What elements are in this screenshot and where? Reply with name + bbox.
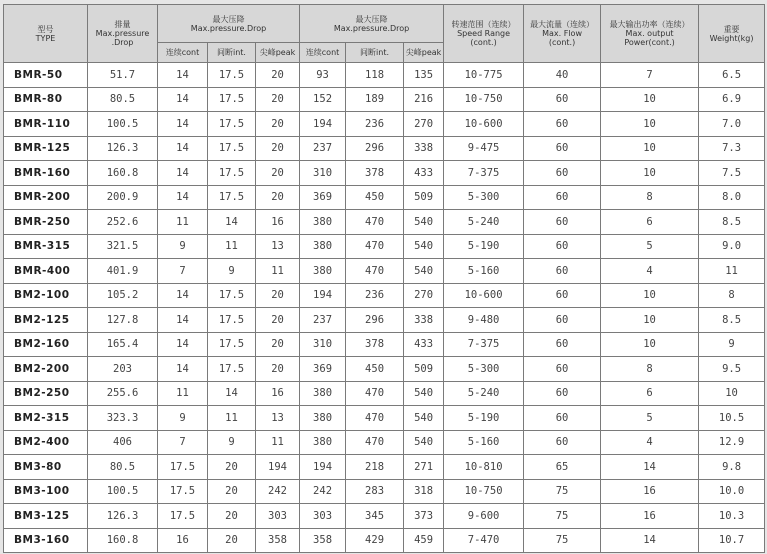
cell-pressure2-peak: 216 bbox=[404, 87, 444, 112]
cell-weight: 10 bbox=[699, 381, 765, 406]
cell-pressure2-peak: 509 bbox=[404, 185, 444, 210]
cell-max-power: 4 bbox=[601, 430, 699, 455]
cell-displacement: 126.3 bbox=[88, 504, 158, 529]
cell-weight: 8.5 bbox=[699, 210, 765, 235]
cell-speed-range: 5-300 bbox=[444, 357, 524, 382]
table-row bbox=[4, 63, 765, 88]
cell-pressure-cont: 9 bbox=[158, 234, 208, 259]
cell-weight: 10.5 bbox=[699, 406, 765, 431]
cell-pressure-peak: 303 bbox=[256, 504, 300, 529]
cell-max-power: 10 bbox=[601, 308, 699, 333]
cell-pressure2-peak: 433 bbox=[404, 161, 444, 186]
cell-max-power: 16 bbox=[601, 479, 699, 504]
cell-pressure2-cont: 242 bbox=[300, 479, 346, 504]
table-row bbox=[4, 283, 765, 308]
header-power-en1: Max. output bbox=[625, 29, 674, 38]
cell-max-power: 10 bbox=[601, 332, 699, 357]
cell-weight: 12.9 bbox=[699, 430, 765, 455]
cell-pressure2-int: 296 bbox=[346, 136, 404, 161]
cell-pressure-peak: 13 bbox=[256, 406, 300, 431]
cell-pressure2-peak: 540 bbox=[404, 234, 444, 259]
cell-speed-range: 5-300 bbox=[444, 185, 524, 210]
cell-pressure-int: 20 bbox=[208, 455, 256, 480]
cell-pressure2-peak: 540 bbox=[404, 406, 444, 431]
cell-weight: 9.8 bbox=[699, 455, 765, 480]
cell-pressure-cont: 14 bbox=[158, 332, 208, 357]
cell-type: BMR-315 bbox=[4, 234, 88, 259]
cell-pressure-int: 17.5 bbox=[208, 136, 256, 161]
cell-speed-range: 5-190 bbox=[444, 406, 524, 431]
cell-pressure-int: 9 bbox=[208, 259, 256, 284]
cell-max-power: 10 bbox=[601, 283, 699, 308]
header-speed bbox=[444, 5, 524, 63]
cell-pressure2-int: 236 bbox=[346, 283, 404, 308]
cell-pressure-peak: 20 bbox=[256, 161, 300, 186]
cell-pressure-peak: 358 bbox=[256, 528, 300, 553]
cell-type: BMR-250 bbox=[4, 210, 88, 235]
header-max-pressure-1-zh: 最大压降 bbox=[212, 14, 245, 24]
cell-pressure-cont: 17.5 bbox=[158, 455, 208, 480]
cell-pressure2-cont: 194 bbox=[300, 283, 346, 308]
table-row bbox=[4, 136, 765, 161]
cell-pressure-int: 17.5 bbox=[208, 308, 256, 333]
cell-max-flow: 75 bbox=[524, 528, 601, 553]
cell-pressure2-int: 450 bbox=[346, 357, 404, 382]
cell-pressure2-int: 470 bbox=[346, 430, 404, 455]
cell-pressure-peak: 20 bbox=[256, 63, 300, 88]
cell-max-flow: 60 bbox=[524, 332, 601, 357]
header-max-pressure-1 bbox=[158, 5, 300, 43]
cell-max-power: 8 bbox=[601, 357, 699, 382]
header-flow-zh: 最大流量（连续） bbox=[530, 20, 595, 29]
header-flow bbox=[524, 5, 601, 63]
cell-pressure2-int: 450 bbox=[346, 185, 404, 210]
table-row bbox=[4, 112, 765, 137]
cell-speed-range: 10-600 bbox=[444, 112, 524, 137]
cell-max-power: 7 bbox=[601, 63, 699, 88]
cell-pressure2-cont: 237 bbox=[300, 136, 346, 161]
table-header bbox=[4, 5, 765, 63]
cell-max-power: 5 bbox=[601, 406, 699, 431]
table-row bbox=[4, 528, 765, 553]
cell-pressure-peak: 16 bbox=[256, 381, 300, 406]
cell-type: BMR-125 bbox=[4, 136, 88, 161]
cell-pressure-int: 20 bbox=[208, 528, 256, 553]
cell-pressure-int: 14 bbox=[208, 381, 256, 406]
cell-pressure2-peak: 338 bbox=[404, 136, 444, 161]
cell-pressure2-cont: 380 bbox=[300, 210, 346, 235]
cell-max-flow: 60 bbox=[524, 210, 601, 235]
cell-type: BM2-400 bbox=[4, 430, 88, 455]
cell-pressure2-int: 189 bbox=[346, 87, 404, 112]
cell-weight: 7.5 bbox=[699, 161, 765, 186]
cell-speed-range: 10-750 bbox=[444, 479, 524, 504]
header-int-1: 间断int. bbox=[208, 43, 256, 63]
table-row bbox=[4, 332, 765, 357]
cell-speed-range: 5-240 bbox=[444, 210, 524, 235]
cell-weight: 7.3 bbox=[699, 136, 765, 161]
cell-pressure-peak: 20 bbox=[256, 283, 300, 308]
cell-type: BMR-160 bbox=[4, 161, 88, 186]
cell-speed-range: 7-375 bbox=[444, 332, 524, 357]
cell-pressure-cont: 16 bbox=[158, 528, 208, 553]
cell-pressure-peak: 20 bbox=[256, 87, 300, 112]
cell-pressure2-cont: 310 bbox=[300, 161, 346, 186]
cell-pressure-int: 17.5 bbox=[208, 357, 256, 382]
table-row bbox=[4, 504, 765, 529]
cell-pressure2-int: 378 bbox=[346, 332, 404, 357]
cell-weight: 7.0 bbox=[699, 112, 765, 137]
table-row bbox=[4, 357, 765, 382]
header-weight-en: Weight(kg) bbox=[709, 33, 754, 43]
cell-pressure-int: 11 bbox=[208, 234, 256, 259]
cell-max-power: 14 bbox=[601, 528, 699, 553]
cell-pressure2-int: 470 bbox=[346, 234, 404, 259]
cell-speed-range: 10-810 bbox=[444, 455, 524, 480]
cell-pressure2-int: 218 bbox=[346, 455, 404, 480]
cell-displacement: 80.5 bbox=[88, 455, 158, 480]
cell-pressure2-cont: 194 bbox=[300, 455, 346, 480]
cell-speed-range: 5-190 bbox=[444, 234, 524, 259]
header-speed-en2: (cont.) bbox=[470, 38, 497, 47]
cell-pressure-peak: 11 bbox=[256, 259, 300, 284]
cell-pressure2-int: 345 bbox=[346, 504, 404, 529]
cell-max-power: 10 bbox=[601, 112, 699, 137]
header-displacement-en2: .Drop bbox=[111, 38, 134, 47]
cell-pressure-cont: 14 bbox=[158, 283, 208, 308]
header-peak-1: 尖峰peak bbox=[256, 43, 300, 63]
cell-max-flow: 60 bbox=[524, 357, 601, 382]
cell-pressure2-cont: 152 bbox=[300, 87, 346, 112]
cell-displacement: 203 bbox=[88, 357, 158, 382]
cell-pressure-peak: 20 bbox=[256, 357, 300, 382]
cell-max-flow: 65 bbox=[524, 455, 601, 480]
cell-weight: 6.5 bbox=[699, 63, 765, 88]
cell-pressure-cont: 17.5 bbox=[158, 479, 208, 504]
cell-max-flow: 60 bbox=[524, 259, 601, 284]
header-max-pressure-2-en: Max.pressure.Drop bbox=[333, 23, 410, 33]
cell-pressure2-peak: 433 bbox=[404, 332, 444, 357]
header-type bbox=[4, 5, 88, 63]
cell-max-power: 10 bbox=[601, 161, 699, 186]
cell-pressure2-peak: 135 bbox=[404, 63, 444, 88]
cell-pressure2-cont: 303 bbox=[300, 504, 346, 529]
cell-speed-range: 9-475 bbox=[444, 136, 524, 161]
cell-pressure2-cont: 237 bbox=[300, 308, 346, 333]
cell-max-power: 5 bbox=[601, 234, 699, 259]
header-power-zh: 最大输出功率（连续） bbox=[609, 20, 690, 29]
header-flow-en2: (cont.) bbox=[548, 38, 576, 47]
table-row bbox=[4, 87, 765, 112]
cell-type: BM3-80 bbox=[4, 455, 88, 480]
cell-pressure-int: 17.5 bbox=[208, 332, 256, 357]
cell-pressure2-int: 470 bbox=[346, 381, 404, 406]
cell-pressure-cont: 7 bbox=[158, 430, 208, 455]
cell-pressure2-cont: 93 bbox=[300, 63, 346, 88]
cell-weight: 6.9 bbox=[699, 87, 765, 112]
cell-speed-range: 7-470 bbox=[444, 528, 524, 553]
cell-pressure2-cont: 369 bbox=[300, 185, 346, 210]
table-row bbox=[4, 259, 765, 284]
header-power-en2: Power(cont.) bbox=[624, 38, 675, 47]
table-row bbox=[4, 455, 765, 480]
cell-max-power: 6 bbox=[601, 210, 699, 235]
cell-speed-range: 5-160 bbox=[444, 259, 524, 284]
cell-max-flow: 60 bbox=[524, 112, 601, 137]
cell-pressure2-peak: 540 bbox=[404, 210, 444, 235]
cell-pressure-int: 14 bbox=[208, 210, 256, 235]
cell-pressure2-peak: 270 bbox=[404, 112, 444, 137]
cell-pressure2-peak: 271 bbox=[404, 455, 444, 480]
cell-pressure2-int: 429 bbox=[346, 528, 404, 553]
cell-pressure-int: 17.5 bbox=[208, 161, 256, 186]
cell-displacement: 255.6 bbox=[88, 381, 158, 406]
cell-type: BM3-100 bbox=[4, 479, 88, 504]
cell-weight: 8 bbox=[699, 283, 765, 308]
cell-pressure-cont: 14 bbox=[158, 112, 208, 137]
cell-displacement: 160.8 bbox=[88, 528, 158, 553]
cell-type: BM2-200 bbox=[4, 357, 88, 382]
table-row bbox=[4, 430, 765, 455]
cell-speed-range: 9-480 bbox=[444, 308, 524, 333]
cell-pressure2-cont: 380 bbox=[300, 430, 346, 455]
cell-type: BMR-50 bbox=[4, 63, 88, 88]
cell-pressure2-peak: 373 bbox=[404, 504, 444, 529]
cell-max-flow: 60 bbox=[524, 234, 601, 259]
cell-pressure-cont: 17.5 bbox=[158, 504, 208, 529]
cell-pressure2-cont: 380 bbox=[300, 381, 346, 406]
cell-max-power: 10 bbox=[601, 136, 699, 161]
header-displacement-en1: Max.pressure bbox=[95, 29, 150, 38]
header-type-en: TYPE bbox=[35, 33, 56, 43]
cell-pressure2-int: 470 bbox=[346, 259, 404, 284]
cell-pressure-int: 9 bbox=[208, 430, 256, 455]
header-max-pressure-2 bbox=[300, 5, 444, 43]
cell-pressure-peak: 20 bbox=[256, 112, 300, 137]
cell-pressure-cont: 11 bbox=[158, 381, 208, 406]
cell-pressure-cont: 14 bbox=[158, 185, 208, 210]
cell-pressure2-peak: 509 bbox=[404, 357, 444, 382]
cell-displacement: 200.9 bbox=[88, 185, 158, 210]
cell-pressure-peak: 16 bbox=[256, 210, 300, 235]
cell-weight: 9.0 bbox=[699, 234, 765, 259]
cell-displacement: 252.6 bbox=[88, 210, 158, 235]
cell-displacement: 165.4 bbox=[88, 332, 158, 357]
cell-pressure-cont: 7 bbox=[158, 259, 208, 284]
cell-pressure2-cont: 380 bbox=[300, 234, 346, 259]
cell-pressure2-peak: 540 bbox=[404, 259, 444, 284]
table-row bbox=[4, 406, 765, 431]
table-row bbox=[4, 234, 765, 259]
table-row bbox=[4, 479, 765, 504]
cell-pressure-peak: 11 bbox=[256, 430, 300, 455]
table-row bbox=[4, 381, 765, 406]
cell-displacement: 126.3 bbox=[88, 136, 158, 161]
table-row bbox=[4, 308, 765, 333]
cell-max-flow: 60 bbox=[524, 136, 601, 161]
cell-type: BM2-250 bbox=[4, 381, 88, 406]
cell-type: BM3-160 bbox=[4, 528, 88, 553]
cell-speed-range: 5-240 bbox=[444, 381, 524, 406]
cell-max-power: 10 bbox=[601, 87, 699, 112]
cell-pressure-peak: 20 bbox=[256, 308, 300, 333]
cell-weight: 10.3 bbox=[699, 504, 765, 529]
cell-max-power: 6 bbox=[601, 381, 699, 406]
cell-displacement: 105.2 bbox=[88, 283, 158, 308]
cell-speed-range: 9-600 bbox=[444, 504, 524, 529]
cell-pressure-peak: 20 bbox=[256, 136, 300, 161]
cell-pressure2-peak: 540 bbox=[404, 381, 444, 406]
cell-pressure-int: 17.5 bbox=[208, 283, 256, 308]
cell-pressure-cont: 14 bbox=[158, 357, 208, 382]
header-max-pressure-2-zh: 最大压降 bbox=[355, 14, 388, 24]
cell-speed-range: 10-750 bbox=[444, 87, 524, 112]
header-speed-zh: 转速范围（连续） bbox=[451, 20, 516, 29]
cell-pressure-cont: 14 bbox=[158, 63, 208, 88]
cell-type: BM2-100 bbox=[4, 283, 88, 308]
cell-displacement: 401.9 bbox=[88, 259, 158, 284]
header-weight bbox=[699, 5, 765, 63]
header-peak-2: 尖峰peak bbox=[404, 43, 444, 63]
cell-pressure2-int: 470 bbox=[346, 406, 404, 431]
cell-max-power: 4 bbox=[601, 259, 699, 284]
header-power bbox=[601, 5, 699, 63]
cell-type: BMR-80 bbox=[4, 87, 88, 112]
cell-pressure-cont: 14 bbox=[158, 87, 208, 112]
cell-weight: 9 bbox=[699, 332, 765, 357]
cell-pressure2-cont: 194 bbox=[300, 112, 346, 137]
cell-displacement: 100.5 bbox=[88, 479, 158, 504]
cell-pressure2-peak: 318 bbox=[404, 479, 444, 504]
cell-max-flow: 75 bbox=[524, 504, 601, 529]
cell-pressure-int: 17.5 bbox=[208, 112, 256, 137]
cell-max-flow: 60 bbox=[524, 87, 601, 112]
cell-type: BM2-160 bbox=[4, 332, 88, 357]
cell-pressure-peak: 13 bbox=[256, 234, 300, 259]
cell-pressure2-int: 296 bbox=[346, 308, 404, 333]
cell-pressure-int: 20 bbox=[208, 479, 256, 504]
cell-pressure2-int: 118 bbox=[346, 63, 404, 88]
cell-pressure-int: 17.5 bbox=[208, 63, 256, 88]
cell-speed-range: 7-375 bbox=[444, 161, 524, 186]
cell-max-flow: 60 bbox=[524, 430, 601, 455]
cell-displacement: 406 bbox=[88, 430, 158, 455]
cell-weight: 10.0 bbox=[699, 479, 765, 504]
cell-type: BM2-315 bbox=[4, 406, 88, 431]
cell-displacement: 100.5 bbox=[88, 112, 158, 137]
cell-weight: 10.7 bbox=[699, 528, 765, 553]
cell-max-power: 16 bbox=[601, 504, 699, 529]
cell-pressure2-cont: 310 bbox=[300, 332, 346, 357]
table-body bbox=[4, 63, 765, 553]
cell-displacement: 80.5 bbox=[88, 87, 158, 112]
cell-weight: 11 bbox=[699, 259, 765, 284]
cell-max-flow: 60 bbox=[524, 185, 601, 210]
cell-max-flow: 60 bbox=[524, 283, 601, 308]
cell-max-flow: 60 bbox=[524, 161, 601, 186]
header-speed-en1: Speed Range bbox=[457, 29, 511, 38]
table-row bbox=[4, 161, 765, 186]
header-displacement bbox=[88, 5, 158, 63]
cell-displacement: 321.5 bbox=[88, 234, 158, 259]
cell-weight: 9.5 bbox=[699, 357, 765, 382]
cell-pressure2-cont: 369 bbox=[300, 357, 346, 382]
cell-pressure2-peak: 270 bbox=[404, 283, 444, 308]
motor-spec-table bbox=[3, 4, 765, 553]
cell-pressure-peak: 20 bbox=[256, 332, 300, 357]
cell-pressure-peak: 194 bbox=[256, 455, 300, 480]
cell-pressure-cont: 14 bbox=[158, 308, 208, 333]
cell-max-flow: 75 bbox=[524, 479, 601, 504]
cell-type: BMR-400 bbox=[4, 259, 88, 284]
cell-pressure-cont: 9 bbox=[158, 406, 208, 431]
table-row bbox=[4, 185, 765, 210]
header-max-pressure-1-en: Max.pressure.Drop bbox=[190, 23, 267, 33]
cell-pressure2-cont: 358 bbox=[300, 528, 346, 553]
cell-pressure-cont: 14 bbox=[158, 136, 208, 161]
cell-type: BMR-110 bbox=[4, 112, 88, 137]
table-row bbox=[4, 210, 765, 235]
cell-pressure-cont: 11 bbox=[158, 210, 208, 235]
cell-max-flow: 60 bbox=[524, 381, 601, 406]
cell-speed-range: 10-775 bbox=[444, 63, 524, 88]
cell-speed-range: 5-160 bbox=[444, 430, 524, 455]
cell-pressure2-cont: 380 bbox=[300, 406, 346, 431]
cell-type: BMR-200 bbox=[4, 185, 88, 210]
cell-speed-range: 10-600 bbox=[444, 283, 524, 308]
header-weight-zh: 重要 bbox=[723, 24, 740, 34]
cell-pressure-peak: 20 bbox=[256, 185, 300, 210]
cell-max-power: 14 bbox=[601, 455, 699, 480]
cell-pressure2-int: 378 bbox=[346, 161, 404, 186]
cell-displacement: 160.8 bbox=[88, 161, 158, 186]
cell-type: BM2-125 bbox=[4, 308, 88, 333]
cell-weight: 8.5 bbox=[699, 308, 765, 333]
cell-pressure2-cont: 380 bbox=[300, 259, 346, 284]
cell-pressure-int: 20 bbox=[208, 504, 256, 529]
cell-pressure2-peak: 338 bbox=[404, 308, 444, 333]
header-cont-1: 连续cont bbox=[158, 43, 208, 63]
cell-type: BM3-125 bbox=[4, 504, 88, 529]
cell-pressure2-int: 236 bbox=[346, 112, 404, 137]
cell-weight: 8.0 bbox=[699, 185, 765, 210]
cell-pressure2-int: 283 bbox=[346, 479, 404, 504]
header-int-2: 间断int. bbox=[346, 43, 404, 63]
cell-max-flow: 60 bbox=[524, 406, 601, 431]
cell-pressure2-peak: 459 bbox=[404, 528, 444, 553]
cell-pressure-int: 17.5 bbox=[208, 185, 256, 210]
header-type-zh: 型号 bbox=[37, 24, 54, 34]
cell-pressure-int: 17.5 bbox=[208, 87, 256, 112]
cell-max-flow: 40 bbox=[524, 63, 601, 88]
cell-displacement: 323.3 bbox=[88, 406, 158, 431]
cell-pressure-peak: 242 bbox=[256, 479, 300, 504]
header-flow-en1: Max. Flow bbox=[542, 29, 582, 38]
header-cont-2: 连续cont bbox=[300, 43, 346, 63]
cell-displacement: 51.7 bbox=[88, 63, 158, 88]
header-displacement-zh: 排量 bbox=[114, 20, 131, 29]
cell-pressure-int: 11 bbox=[208, 406, 256, 431]
cell-pressure2-peak: 540 bbox=[404, 430, 444, 455]
cell-max-power: 8 bbox=[601, 185, 699, 210]
cell-pressure2-int: 470 bbox=[346, 210, 404, 235]
cell-displacement: 127.8 bbox=[88, 308, 158, 333]
cell-pressure-cont: 14 bbox=[158, 161, 208, 186]
cell-max-flow: 60 bbox=[524, 308, 601, 333]
